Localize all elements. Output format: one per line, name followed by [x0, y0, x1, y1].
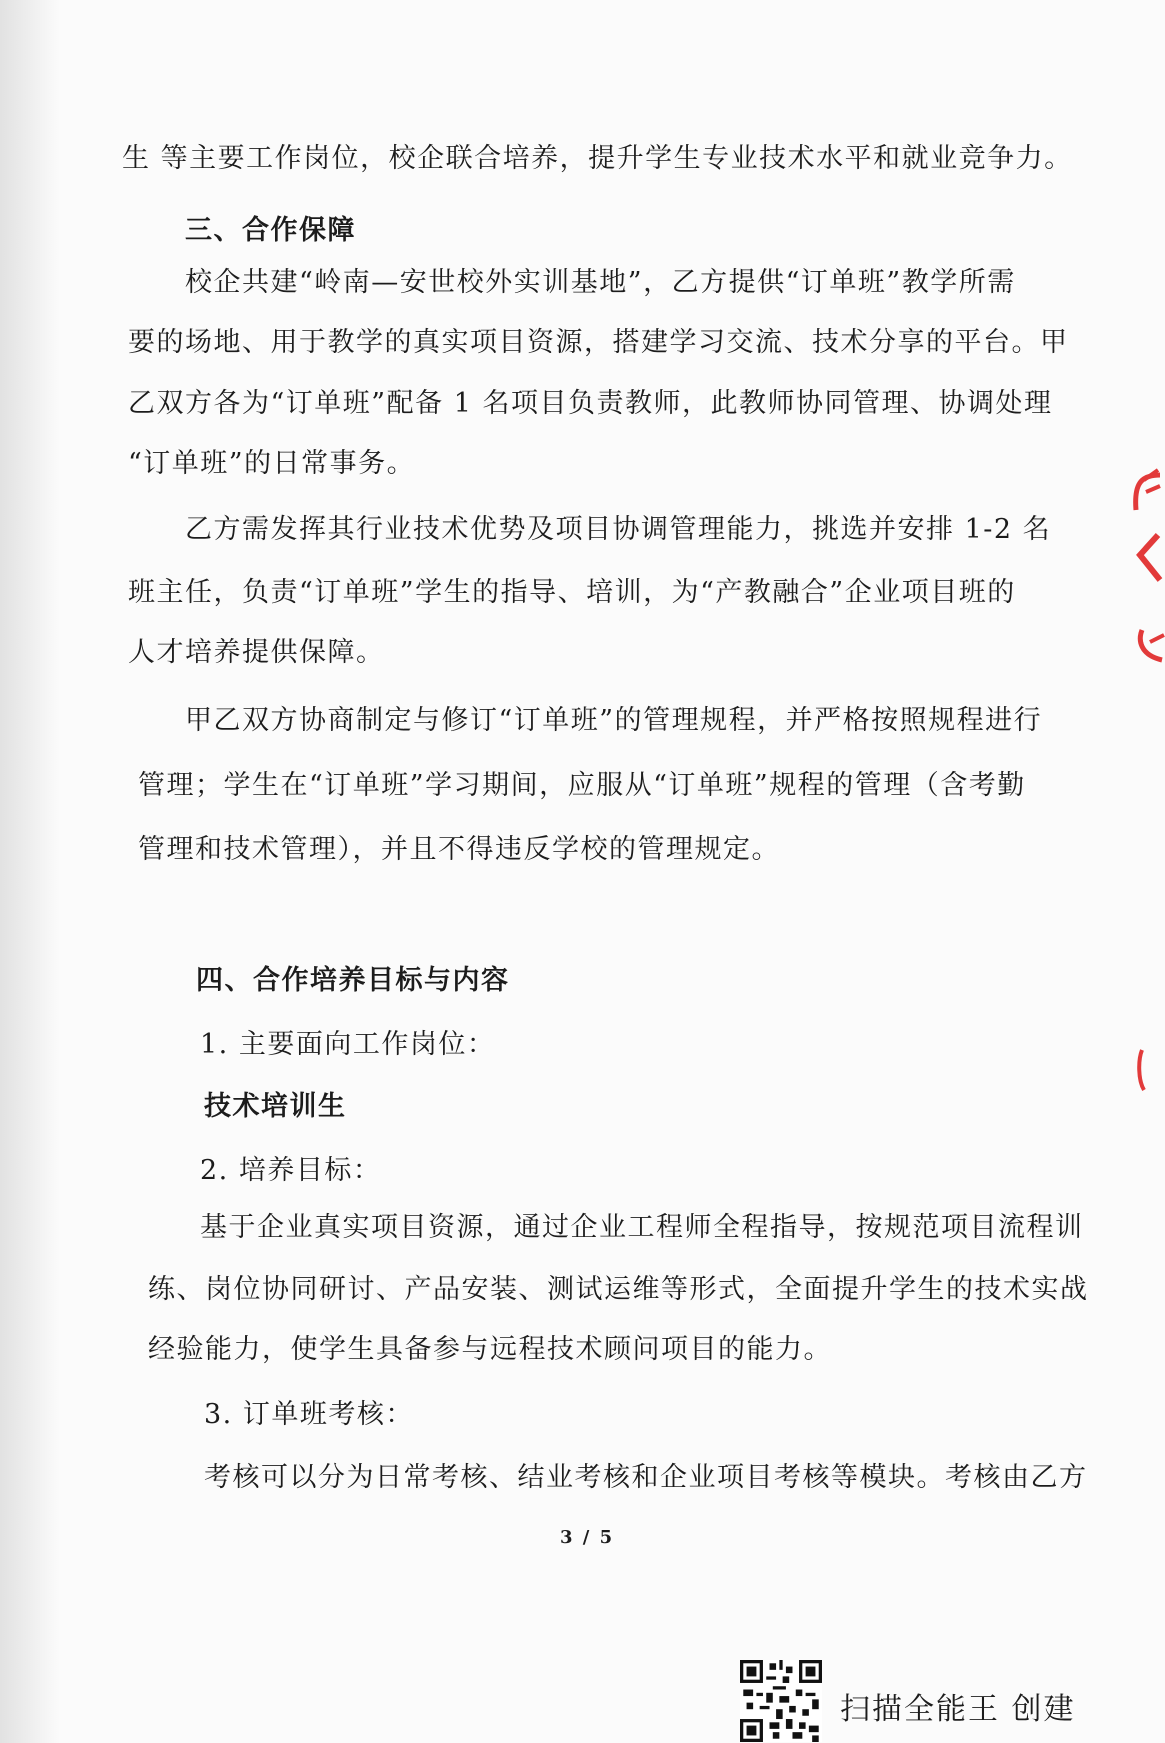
body-line-19: 经验能力，使学生具备参与远程技术顾问项目的能力。 [148, 1334, 832, 1365]
section-heading-4: 四、合作培养目标与内容 [196, 965, 510, 996]
body-line-4: 要的场地、用于教学的真实项目资源，搭建学习交流、技术分享的平台。甲 [128, 327, 1069, 358]
body-line-12: 管理和技术管理），并且不得违反学校的管理规定。 [138, 834, 780, 865]
body-line-10: 甲乙双方协商制定与修订“订单班”的管理规程，并严格按照规程进行 [185, 705, 1043, 736]
list-item-1: 1. 主要面向工作岗位： [200, 1029, 496, 1060]
page-edge-shadow [0, 0, 60, 1743]
qr-code-icon [740, 1660, 822, 1742]
body-line-18: 练、岗位协同研讨、产品安装、测试运维等形式，全面提升学生的技术实战 [148, 1274, 1089, 1305]
body-line-6: “订单班”的日常事务。 [128, 448, 416, 479]
scanner-watermark [740, 1660, 1160, 1740]
body-line-5: 乙双方各为“订单班”配备 1 名项目负责教师，此教师协同管理、协调处理 [128, 388, 1053, 419]
body-line-11: 管理；学生在“订单班”学习期间，应服从“订单班”规程的管理（含考勤 [138, 770, 1026, 801]
body-line-8: 班主任，负责“订单班”学生的指导、培训，为“产教融合”企业项目班的 [128, 577, 1016, 608]
list-item-2: 2. 培养目标： [200, 1155, 382, 1186]
red-seal-stamp [1120, 430, 1165, 1220]
body-line-1: 生 等主要工作岗位，校企联合培养，提升学生专业技术水平和就业竞争力。 [122, 143, 1073, 174]
scanner-label: 扫描全能王 创建 [840, 1692, 1076, 1727]
page-number: 3 / 5 [560, 1527, 615, 1548]
section-heading-3: 三、合作保障 [185, 215, 356, 246]
body-line-9: 人才培养提供保障。 [128, 637, 385, 668]
body-line-3: 校企共建“岭南—安世校外实训基地”，乙方提供“订单班”教学所需 [185, 267, 1016, 298]
position-title: 技术培训生 [204, 1091, 347, 1122]
list-item-3: 3. 订单班考核： [204, 1399, 414, 1430]
body-line-17: 基于企业真实项目资源，通过企业工程师全程指导，按规范项目流程训 [200, 1212, 1084, 1243]
body-line-21: 考核可以分为日常考核、结业考核和企业项目考核等模块。考核由乙方 [204, 1462, 1088, 1493]
body-line-7: 乙方需发挥其行业技术优势及项目协调管理能力，挑选并安排 1-2 名 [185, 514, 1052, 545]
